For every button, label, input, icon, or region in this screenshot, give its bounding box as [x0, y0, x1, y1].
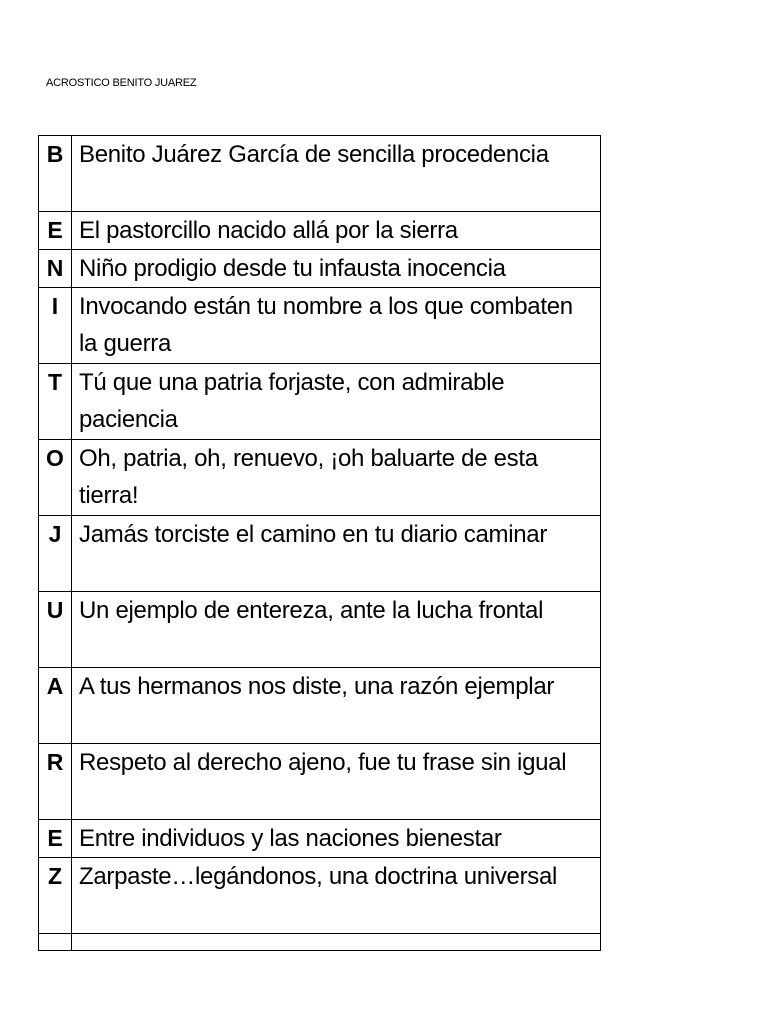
acrostic-letter	[39, 934, 72, 951]
acrostic-table-body	[39, 136, 601, 951]
acrostic-letter: I	[39, 288, 72, 364]
acrostic-verse: Invocando están tu nombre a los que combaten la guerra	[72, 288, 601, 364]
acrostic-row	[39, 288, 601, 364]
acrostic-row	[39, 820, 601, 858]
acrostic-table	[38, 135, 601, 951]
acrostic-letter: E	[39, 212, 72, 250]
acrostic-verse	[72, 934, 601, 951]
acrostic-letter: B	[39, 136, 72, 212]
acrostic-row	[39, 136, 601, 212]
acrostic-row	[39, 250, 601, 288]
acrostic-verse: A tus hermanos nos diste, una razón ejemplar	[72, 668, 601, 744]
acrostic-row	[39, 744, 601, 820]
acrostic-verse: El pastorcillo nacido allá por la sierra	[72, 212, 601, 250]
acrostic-verse: Oh, patria, oh, renuevo, ¡oh baluarte de esta tierra!	[72, 440, 601, 516]
acrostic-letter: R	[39, 744, 72, 820]
acrostic-row	[39, 934, 601, 951]
acrostic-verse: Niño prodigio desde tu infausta inocencia	[72, 250, 601, 288]
acrostic-row	[39, 364, 601, 440]
acrostic-letter: E	[39, 820, 72, 858]
acrostic-row	[39, 592, 601, 668]
document-title: ACROSTICO BENITO JUAREZ	[46, 77, 197, 89]
acrostic-letter: Z	[39, 858, 72, 934]
acrostic-verse: Zarpaste…legándonos, una doctrina universal	[72, 858, 601, 934]
acrostic-row	[39, 668, 601, 744]
acrostic-letter: T	[39, 364, 72, 440]
acrostic-verse: Benito Juárez García de sencilla procedencia	[72, 136, 601, 212]
acrostic-verse: Jamás torciste el camino en tu diario caminar	[72, 516, 601, 592]
acrostic-letter: O	[39, 440, 72, 516]
acrostic-letter: N	[39, 250, 72, 288]
acrostic-row	[39, 516, 601, 592]
acrostic-letter: J	[39, 516, 72, 592]
acrostic-row	[39, 440, 601, 516]
acrostic-verse: Respeto al derecho ajeno, fue tu frase sin igual	[72, 744, 601, 820]
acrostic-verse: Un ejemplo de entereza, ante la lucha frontal	[72, 592, 601, 668]
acrostic-verse: Entre individuos y las naciones bienestar	[72, 820, 601, 858]
acrostic-row	[39, 858, 601, 934]
acrostic-row	[39, 212, 601, 250]
acrostic-verse: Tú que una patria forjaste, con admirable paciencia	[72, 364, 601, 440]
acrostic-letter: U	[39, 592, 72, 668]
acrostic-letter: A	[39, 668, 72, 744]
